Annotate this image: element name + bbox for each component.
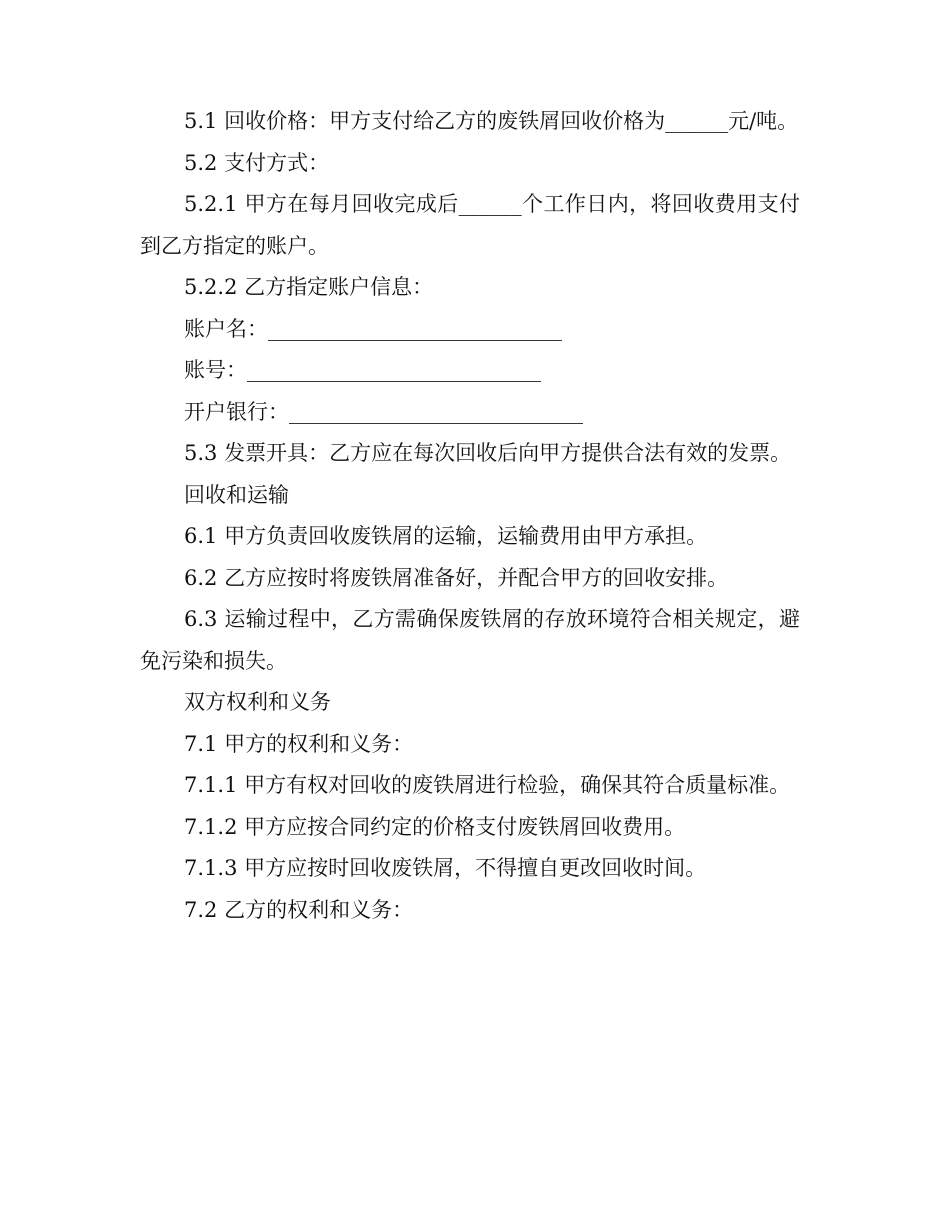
clause-5-3-invoice: 5.3 发票开具：乙方应在每次回收后向甲方提供合法有效的发票。 <box>184 441 792 465</box>
account-number-line: 账号：____________________________ <box>184 358 541 382</box>
account-name-line: 账户名：____________________________ <box>184 316 562 341</box>
clause-7-1-3: 7.1.3 甲方应按时回收废铁屑，不得擅自更改回收时间。 <box>184 856 707 880</box>
clause-5-2-1-payment-deadline: 5.2.1 甲方在每月回收完成后______个工作日内，将回收费用支付到乙方指定的账户。 <box>140 192 800 258</box>
document-body <box>140 101 800 931</box>
section-heading-transport: 回收和运输 <box>184 482 289 507</box>
clause-6-3: 6.3 运输过程中，乙方需确保废铁屑的存放环境符合相关规定，避免污染和损失。 <box>140 607 800 673</box>
clause-7-2: 7.2 乙方的权利和义务： <box>184 897 414 922</box>
section-heading-rights-obligations: 双方权利和义务 <box>184 690 331 714</box>
bank-name-line: 开户银行：____________________________ <box>184 399 583 424</box>
clause-5-2-payment-method: 5.2 支付方式： <box>184 150 330 175</box>
clause-6-1: 6.1 甲方负责回收废铁屑的运输，运输费用由甲方承担。 <box>184 524 708 548</box>
clause-5-2-2-account-info: 5.2.2 乙方指定账户信息： <box>184 275 434 299</box>
clause-7-1: 7.1 甲方的权利和义务： <box>184 731 414 756</box>
clause-7-1-2: 7.1.2 甲方应按合同约定的价格支付废铁屑回收费用。 <box>184 814 686 839</box>
clause-5-1-price: 5.1 回收价格：甲方支付给乙方的废铁屑回收价格为______元/吨。 <box>184 109 799 133</box>
clause-6-2: 6.2 乙方应按时将废铁屑准备好，并配合甲方的回收安排。 <box>184 565 729 590</box>
clause-7-1-1: 7.1.1 甲方有权对回收的废铁屑进行检验，确保其符合质量标准。 <box>184 773 791 797</box>
